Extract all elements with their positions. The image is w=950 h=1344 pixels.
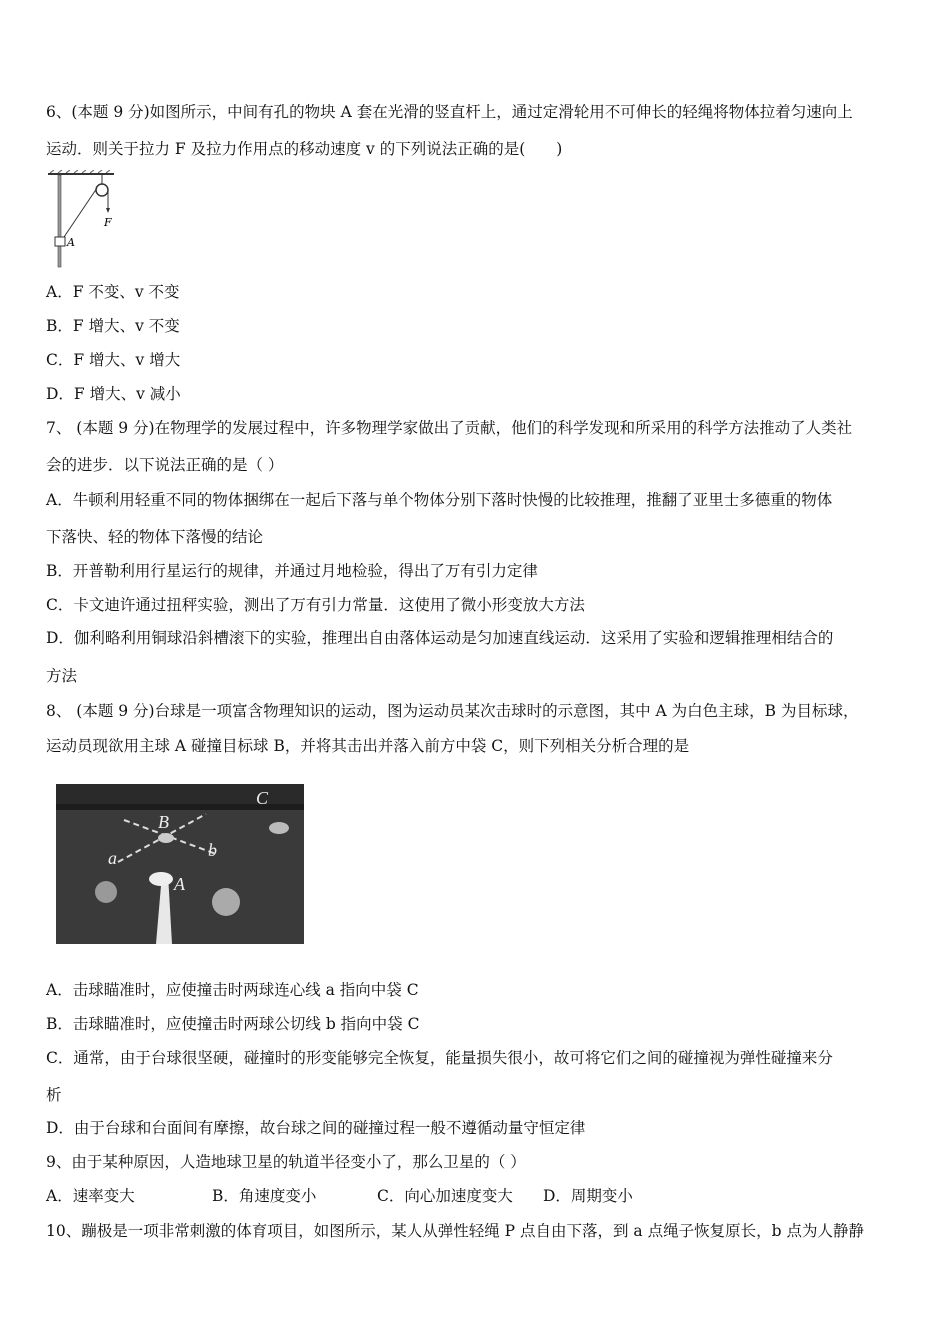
q7-stem-line2: 会的进步．以下说法正确的是（ ）	[46, 456, 284, 474]
q7-line: A．牛顿利用轻重不同的物体捆绑在一起后下落与单个物体分别下落时快慢的比较推理，推翻了亚里士多德重的物体	[46, 491, 833, 509]
pocket-c-label: C	[256, 788, 269, 808]
ball-a-label: A	[174, 874, 185, 894]
q6-stem-line2: 运动．则关于拉力 F 及拉力作用点的移动速度 v 的下列说法正确的是( )	[46, 140, 563, 158]
billiards-photo	[56, 784, 304, 944]
q9-option-b: B．角速度变小	[212, 1187, 317, 1205]
q7-line: D．伽利略利用铜球沿斜槽滚下的实验，推理出自由落体运动是匀加速直线运动．这采用了实验和逻辑推理相结合的	[46, 629, 834, 647]
q6-option-c: C．F 增大、v 增大	[46, 351, 181, 369]
line-a-label: a	[108, 848, 117, 868]
q9-option-c: C．向心加速度变大	[377, 1187, 513, 1205]
q7-line: 方法	[46, 667, 78, 685]
q7-line: C．卡文迪许通过扭秤实验，测出了万有引力常量．这使用了微小形变放大方法	[46, 596, 585, 614]
line-b-label: b	[208, 840, 217, 860]
q8-line: B．击球瞄准时，应使撞击时两球公切线 b 指向中袋 C	[46, 1015, 420, 1033]
q10-stem-line1: 10、蹦极是一项非常刺激的体育项目，如图所示，某人从弹性轻绳 P 点自由下落，到 a 点绳子恢复原长，b 点为人静静	[46, 1222, 864, 1240]
ball-b-label: B	[158, 812, 169, 832]
q7-line: 下落快、轻的物体下落慢的结论	[46, 528, 264, 546]
q6-option-d: D．F 增大、v 减小	[46, 385, 181, 403]
q9-stem: 9、由于某种原因，人造地球卫星的轨道半径变小了，那么卫星的（ ）	[46, 1153, 526, 1171]
force-label: F	[104, 216, 112, 229]
block-label: A	[67, 236, 75, 249]
q9-option-d: D．周期变小	[543, 1187, 633, 1205]
q6-option-b: B．F 增大、v 不变	[46, 317, 180, 335]
q8-stem-line1: 8、 (本题 9 分)台球是一项富含物理知识的运动，图为运动员某次击球时的示意图，其中 A 为白色主球，B 为目标球，	[46, 702, 859, 720]
q8-line: C．通常，由于台球很坚硬，碰撞时的形变能够完全恢复，能量损失很小，故可将它们之间的碰撞视为弹性碰撞来分	[46, 1049, 833, 1067]
q8-line: D．由于台球和台面间有摩擦，故台球之间的碰撞过程一般不遵循动量守恒定律	[46, 1119, 586, 1137]
q7-line: B．开普勒利用行星运行的规律，并通过月地检验，得出了万有引力定律	[46, 562, 538, 580]
q9-option-a: A．速率变大	[46, 1187, 135, 1205]
q8-line: A．击球瞄准时，应使撞击时两球连心线 a 指向中袋 C	[46, 981, 419, 999]
q6-option-a: A．F 不变、v 不变	[46, 283, 180, 301]
q8-line: 析	[46, 1086, 62, 1104]
pulley-figure	[46, 170, 126, 268]
q6-stem-line1: 6、(本题 9 分)如图所示，中间有孔的物块 A 套在光滑的竖直杆上，通过定滑轮用不可伸长的轻绳将物体拉着匀速向上	[46, 103, 853, 121]
q8-stem-line2: 运动员现欲用主球 A 碰撞目标球 B，并将其击出并落入前方中袋 C，则下列相关分析合理的是	[46, 737, 690, 755]
q7-stem-line1: 7、 (本题 9 分)在物理学的发展过程中，许多物理学家做出了贡献，他们的科学发现和所采用的科学方法推动了人类社	[46, 419, 853, 437]
